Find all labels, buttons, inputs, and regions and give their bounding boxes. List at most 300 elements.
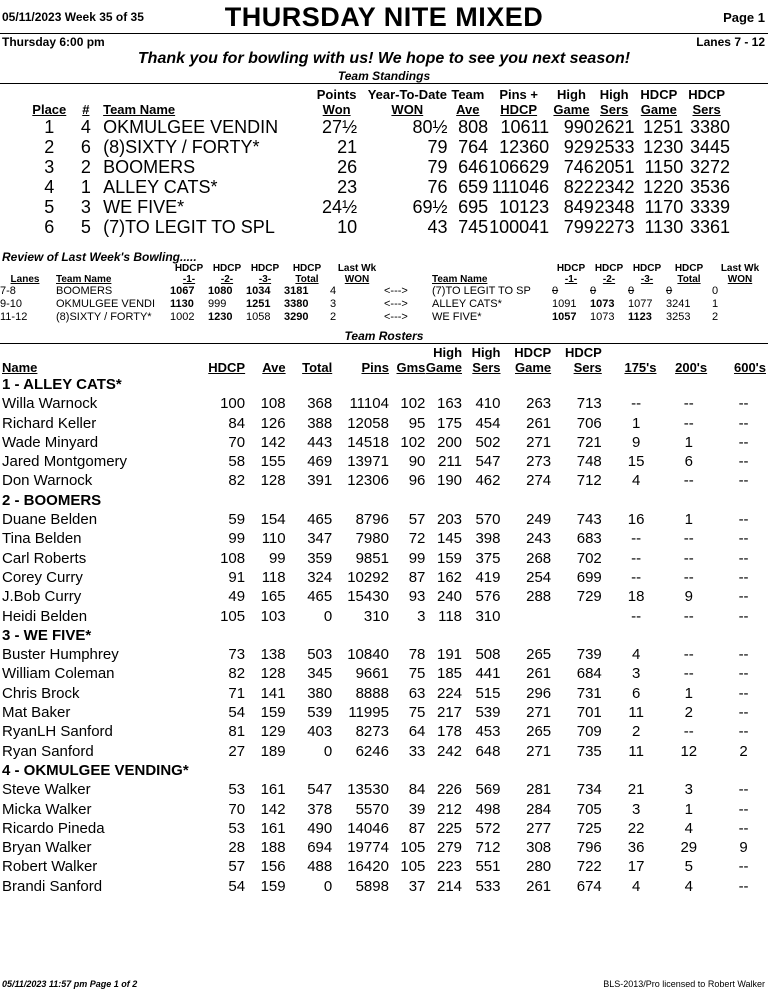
footer-timestamp: 05/11/2023 11:57 pm Page 1 of 2 (2, 979, 138, 989)
player-ave: 188 (260, 839, 286, 857)
review-a-game2: 999 (208, 298, 227, 310)
footer-license: BLS-2013/Pro licensed to Robert Walker (603, 979, 765, 989)
player-200s: -- (683, 646, 694, 664)
player-hdcp: 91 (228, 568, 246, 586)
review-b-game1: 1057 (552, 311, 577, 323)
review-col-wonb-1: Last Wk (720, 263, 760, 274)
col-place: Place (32, 102, 67, 117)
player-total: 403 (307, 723, 333, 741)
player-hdcp-game (501, 607, 552, 626)
player-name: Ricardo Pineda (2, 819, 105, 837)
standings-divider (0, 83, 768, 84)
col-pins-2: HDCP (500, 102, 538, 117)
player-175s: 3 (631, 800, 641, 818)
review-lanes: 7-8 (0, 285, 16, 297)
rcol-hdg-2: Game (515, 360, 552, 375)
player-hdcp-series: 712 (576, 472, 602, 490)
review-col-team-b: Team Name (432, 274, 488, 285)
thanks-message: Thank you for bowling with us! We hope to see you next season! (137, 50, 631, 67)
standing-team-number: 6 (80, 137, 91, 157)
player-ave: 110 (261, 530, 286, 548)
standings-row (30, 157, 730, 177)
player-200s: -- (683, 665, 694, 683)
player-games: 64 (408, 723, 426, 741)
review-vs-arrow: <---> (384, 285, 408, 297)
player-name: Micka Walker (2, 800, 92, 818)
player-name: Steve Walker (2, 781, 91, 799)
player-600s: -- (738, 549, 749, 567)
review-b-total: 3241 (666, 298, 691, 310)
player-600s: -- (738, 568, 749, 586)
player-high-game: 279 (436, 839, 463, 857)
player-hdcp: 53 (228, 781, 246, 799)
player-name: Mat Baker (2, 704, 71, 722)
player-ave: 108 (260, 395, 286, 413)
standings-row (30, 197, 730, 217)
standing-hdcp-game: 1130 (644, 217, 684, 237)
roster-player-row (2, 394, 766, 413)
review-a-game1: 1067 (170, 285, 195, 297)
player-hdcp-game: 254 (526, 568, 552, 586)
player-hdcp-series: 702 (576, 549, 602, 567)
player-hdcp-game: 271 (526, 742, 552, 760)
standing-high-series: 2348 (594, 197, 635, 217)
player-pins: 19774 (347, 839, 389, 857)
review-team-a: BOOMERS (56, 285, 113, 297)
standing-pins-hdcp: 100041 (489, 217, 550, 237)
player-high-series: 375 (475, 549, 501, 567)
standing-place: 1 (44, 117, 55, 137)
player-total: 443 (307, 433, 333, 451)
player-hdcp-series: 729 (576, 588, 602, 606)
standings-header-row-1 (30, 87, 730, 102)
standing-place: 4 (44, 177, 55, 197)
review-header-row-1 (0, 263, 768, 274)
review-a-game1: 1002 (170, 311, 195, 323)
player-name: Tina Belden (2, 530, 82, 548)
player-total: 324 (307, 568, 333, 586)
player-games: 105 (400, 858, 426, 876)
player-total: 469 (307, 453, 333, 471)
player-175s: 21 (627, 781, 645, 799)
review-a-won: 4 (330, 285, 337, 297)
rosters-header-row-1 (2, 345, 766, 360)
review-col-g3b-1: HDCP (632, 263, 662, 274)
player-pins: 12306 (347, 472, 389, 490)
player-200s: -- (683, 472, 694, 490)
player-games: 99 (408, 549, 426, 567)
player-600s: -- (738, 395, 749, 413)
roster-player-row (2, 800, 766, 819)
col-hg-2: Game (553, 102, 590, 117)
player-200s: -- (683, 607, 694, 625)
standing-high-game: 746 (563, 157, 594, 177)
player-name: Richard Keller (2, 414, 97, 432)
review-col-g3-1: HDCP (250, 263, 280, 274)
review-lanes: 11-12 (0, 311, 28, 323)
rcol-hs-1: High (471, 345, 501, 360)
rosters-title: Team Rosters (344, 329, 424, 343)
review-col-lanes: Lanes (10, 274, 40, 285)
player-ave: 99 (268, 549, 286, 567)
player-ave: 142 (260, 800, 286, 818)
review-col-won-1: Last Wk (337, 263, 377, 274)
player-pins: 16420 (347, 858, 389, 876)
standings-table (30, 87, 730, 237)
player-hdcp-game: 281 (526, 781, 552, 799)
player-175s: 1 (631, 414, 641, 432)
player-high-series: 453 (475, 723, 501, 741)
player-high-game: 159 (436, 549, 463, 567)
review-a-game3: 1058 (246, 311, 271, 323)
review-team-a: OKMULGEE VENDI (56, 298, 156, 310)
rcol-ave: Ave (262, 360, 286, 375)
review-b-won: 1 (712, 298, 719, 310)
player-high-game: 190 (436, 472, 463, 490)
player-hdcp-series (551, 607, 602, 626)
player-high-series: 515 (475, 684, 501, 702)
review-col-g3b-2: -3- (640, 274, 654, 285)
standing-high-series: 2621 (594, 117, 635, 137)
player-hdcp-game: 273 (526, 453, 552, 471)
player-200s: 2 (684, 704, 693, 722)
review-b-total: 3253 (666, 311, 691, 323)
standing-place: 5 (44, 197, 55, 217)
review-vs-arrow: <---> (384, 311, 408, 323)
review-b-game3: 1123 (628, 311, 652, 323)
col-ave-2: Ave (456, 102, 480, 117)
rcol-gms: Gms (396, 360, 426, 375)
col-num: # (82, 102, 90, 117)
player-total: 0 (323, 877, 333, 895)
standing-points-won: 26 (337, 157, 358, 177)
player-175s: -- (631, 607, 642, 625)
player-175s: -- (631, 395, 642, 413)
player-high-game: 163 (436, 395, 463, 413)
col-points-2: Won (322, 102, 351, 117)
review-a-game3: 1251 (246, 298, 271, 310)
player-hdcp-series: 706 (576, 414, 602, 432)
standing-pins-hdcp: 106629 (489, 157, 550, 177)
player-hdcp-series: 731 (576, 684, 602, 702)
player-pins: 310 (363, 607, 389, 625)
standing-hdcp-game: 1170 (644, 197, 684, 217)
player-600s: -- (738, 607, 749, 625)
player-200s: 12 (680, 742, 698, 760)
player-600s: -- (738, 704, 749, 722)
player-total: 380 (307, 684, 333, 702)
player-200s: -- (683, 568, 694, 586)
standing-ytd-won: 80½ (412, 117, 448, 137)
review-col-g2b-1: HDCP (594, 263, 624, 274)
player-hdcp-series: 683 (576, 530, 602, 548)
player-hdcp-game: 265 (526, 646, 552, 664)
standing-high-series: 2051 (594, 157, 635, 177)
player-ave: 126 (260, 414, 286, 432)
player-high-game: 118 (438, 607, 463, 625)
player-pins: 14518 (347, 433, 389, 451)
standings-row (30, 217, 730, 237)
player-ave: 161 (260, 819, 286, 837)
player-games: 84 (408, 781, 426, 799)
player-ave: 161 (260, 781, 286, 799)
review-a-game1: 1130 (170, 298, 194, 310)
standing-high-game: 799 (563, 217, 594, 237)
player-pins: 14046 (347, 819, 389, 837)
player-hdcp-series: 674 (576, 877, 602, 895)
player-high-series: 569 (475, 781, 501, 799)
player-hdcp-series: 725 (576, 819, 602, 837)
standing-place: 3 (44, 157, 55, 177)
col-ytd-2: WON (391, 102, 424, 117)
roster-team-header (2, 375, 766, 394)
player-name: Jared Montgomery (2, 453, 128, 471)
player-600s: -- (738, 511, 749, 529)
player-games: 57 (408, 511, 426, 529)
standing-high-series: 2533 (594, 137, 635, 157)
review-a-game2: 1080 (208, 285, 233, 297)
player-ave: 154 (260, 511, 286, 529)
player-hdcp-game: 271 (526, 704, 552, 722)
player-ave: 165 (260, 588, 286, 606)
player-name: RyanLH Sanford (2, 723, 113, 741)
review-b-won: 0 (712, 285, 719, 297)
player-600s: 9 (739, 839, 748, 857)
player-total: 503 (307, 646, 333, 664)
rcol-hdcp: HDCP (208, 360, 246, 375)
player-games: 63 (408, 684, 426, 702)
player-pins: 13971 (347, 453, 389, 471)
col-hdg-1: HDCP (640, 87, 678, 102)
review-col-g3-2: -3- (258, 274, 272, 285)
roster-player-row (2, 742, 766, 761)
col-hg-1: High (557, 87, 586, 102)
review-row (0, 298, 768, 311)
player-hdcp: 54 (228, 877, 246, 895)
player-high-series: 508 (475, 646, 501, 664)
review-col-g1-2: -1- (182, 274, 196, 285)
standing-place: 6 (44, 217, 55, 237)
player-600s: -- (738, 414, 749, 432)
player-high-game: 217 (436, 704, 463, 722)
standing-place: 2 (44, 137, 55, 157)
player-hdcp-series: 734 (576, 781, 602, 799)
player-ave: 128 (260, 665, 286, 683)
standing-team-name: BOOMERS (103, 157, 196, 177)
roster-player-row (2, 529, 766, 548)
player-games: 3 (417, 607, 426, 625)
standing-team-name: (7)TO LEGIT TO SPL (103, 217, 275, 237)
review-col-g1b-2: -1- (564, 274, 578, 285)
player-600s: -- (738, 453, 749, 471)
review-col-team: Team Name (56, 274, 112, 285)
player-total: 359 (307, 549, 333, 567)
col-hds-1: HDCP (688, 87, 726, 102)
review-col-tot-1: HDCP (292, 263, 322, 274)
standing-hdcp-series: 3339 (689, 197, 730, 217)
roster-player-row (2, 684, 766, 703)
player-high-series: 310 (475, 607, 501, 625)
review-a-game2: 1230 (208, 311, 233, 323)
player-175s: 22 (627, 819, 645, 837)
roster-team-title: 4 - OKMULGEE VENDING* (2, 761, 189, 779)
review-b-game1: 0 (552, 285, 559, 297)
review-b-game1: 1091 (552, 298, 577, 310)
player-hdcp-series: 735 (576, 742, 602, 760)
rcol-hds-1: HDCP (564, 345, 602, 360)
player-hdcp: 49 (228, 588, 246, 606)
standing-hdcp-series: 3445 (689, 137, 730, 157)
player-high-game: 185 (436, 665, 463, 683)
player-total: 488 (307, 858, 333, 876)
player-total: 490 (307, 819, 333, 837)
standing-ytd-won: 43 (427, 217, 448, 237)
player-ave: 129 (260, 723, 286, 741)
player-hdcp: 59 (228, 511, 246, 529)
lanes-range: Lanes 7 - 12 (696, 35, 765, 49)
roster-player-row (2, 877, 766, 896)
player-200s: 29 (680, 839, 698, 857)
player-high-series: 572 (475, 819, 501, 837)
player-175s: 11 (628, 742, 644, 760)
player-high-series: 441 (475, 665, 501, 683)
player-high-game: 178 (436, 723, 463, 741)
player-high-series: 502 (475, 433, 501, 451)
player-hdcp-game: 288 (526, 588, 552, 606)
player-hdcp: 81 (228, 723, 246, 741)
player-hdcp: 54 (228, 704, 246, 722)
player-high-game: 203 (436, 511, 463, 529)
roster-player-row (2, 568, 766, 587)
rcol-hg-2: Game (425, 360, 463, 375)
standings-header-row-2 (30, 102, 730, 117)
review-team-b: ALLEY CATS* (432, 298, 502, 310)
standing-team-name: OKMULGEE VENDIN (103, 117, 279, 137)
standing-team-name: WE FIVE* (103, 197, 185, 217)
rosters-divider (0, 343, 768, 344)
roster-team-header (2, 761, 766, 780)
roster-player-row (2, 607, 766, 626)
player-high-game: 223 (436, 858, 463, 876)
player-ave: 159 (260, 877, 286, 895)
player-200s: 1 (684, 511, 693, 529)
player-high-game: 240 (436, 588, 463, 606)
player-175s: 17 (627, 858, 645, 876)
rcol-175: 175's (624, 360, 657, 375)
player-high-series: 533 (475, 877, 501, 895)
standing-high-game: 990 (563, 117, 594, 137)
review-a-total: 3380 (284, 298, 309, 310)
player-200s: 3 (684, 781, 693, 799)
player-hdcp: 73 (228, 646, 246, 664)
player-total: 391 (307, 472, 333, 490)
review-lanes: 9-10 (0, 298, 23, 310)
player-200s: 4 (684, 819, 693, 837)
player-hdcp-series: 709 (576, 723, 602, 741)
standing-team-name: ALLEY CATS* (103, 177, 218, 197)
player-pins: 9851 (355, 549, 389, 567)
player-200s: 4 (684, 877, 693, 895)
player-name: Ryan Sanford (2, 742, 94, 760)
player-hdcp-game: 296 (526, 684, 552, 702)
player-hdcp-game: 268 (526, 549, 552, 567)
player-ave: 138 (260, 646, 286, 664)
player-hdcp: 53 (228, 819, 246, 837)
standing-ytd-won: 79 (427, 157, 448, 177)
review-b-game3: 1077 (628, 298, 653, 310)
review-col-tot-2: Total (295, 274, 319, 285)
league-day-time: Thursday 6:00 pm (2, 35, 105, 49)
player-total: 0 (323, 607, 333, 625)
player-pins: 8796 (355, 511, 389, 529)
player-name: Bryan Walker (2, 839, 92, 857)
player-high-game: 175 (436, 414, 463, 432)
player-games: 96 (408, 472, 426, 490)
player-name: Robert Walker (2, 858, 98, 876)
player-200s: 1 (684, 684, 693, 702)
player-games: 75 (408, 665, 426, 683)
standing-team-ave: 695 (458, 197, 489, 217)
roster-team-header (2, 626, 766, 645)
player-games: 78 (408, 646, 426, 664)
page-number: Page 1 (723, 10, 765, 25)
player-ave: 141 (260, 684, 286, 702)
player-total: 539 (307, 704, 333, 722)
standing-points-won: 23 (337, 177, 358, 197)
rcol-hdg-1: HDCP (514, 345, 552, 360)
roster-player-row (2, 587, 766, 606)
roster-player-row (2, 838, 766, 857)
player-175s: -- (631, 568, 642, 586)
rcol-600: 600's (733, 360, 766, 375)
player-200s: 9 (684, 588, 693, 606)
player-name: Willa Warnock (2, 395, 98, 413)
report-date-week: 05/11/2023 Week 35 of 35 (2, 10, 144, 24)
standing-points-won: 27½ (322, 117, 358, 137)
player-175s: 11 (628, 704, 644, 722)
header-divider (0, 33, 768, 34)
standing-team-number: 5 (80, 217, 91, 237)
standing-hdcp-series: 3361 (689, 217, 730, 237)
player-hdcp-game: 308 (526, 839, 552, 857)
player-hdcp: 100 (220, 395, 246, 413)
player-name: Don Warnock (2, 472, 93, 490)
player-games: 72 (408, 530, 426, 548)
standing-pins-hdcp: 12360 (499, 137, 550, 157)
player-600s: -- (738, 877, 749, 895)
player-600s: -- (738, 646, 749, 664)
player-hdcp: 57 (228, 858, 246, 876)
player-hdcp-series: 743 (576, 511, 602, 529)
player-name: J.Bob Curry (2, 588, 82, 606)
standing-hdcp-game: 1150 (644, 157, 684, 177)
player-pins: 6246 (355, 742, 389, 760)
standing-hdcp-game: 1251 (643, 117, 684, 137)
player-ave: 155 (260, 453, 286, 471)
player-total: 547 (307, 781, 333, 799)
player-pins: 8273 (355, 723, 389, 741)
player-175s: 9 (631, 433, 641, 451)
rosters-header-row-2 (2, 360, 766, 375)
player-high-series: 648 (475, 742, 501, 760)
player-hdcp: 99 (228, 530, 246, 548)
review-b-game2: 1073 (590, 298, 615, 310)
review-a-game3: 1034 (246, 285, 271, 297)
player-175s: 4 (631, 877, 641, 895)
player-high-game: 214 (436, 877, 463, 895)
player-hdcp: 82 (228, 665, 246, 683)
player-200s: 6 (684, 453, 693, 471)
